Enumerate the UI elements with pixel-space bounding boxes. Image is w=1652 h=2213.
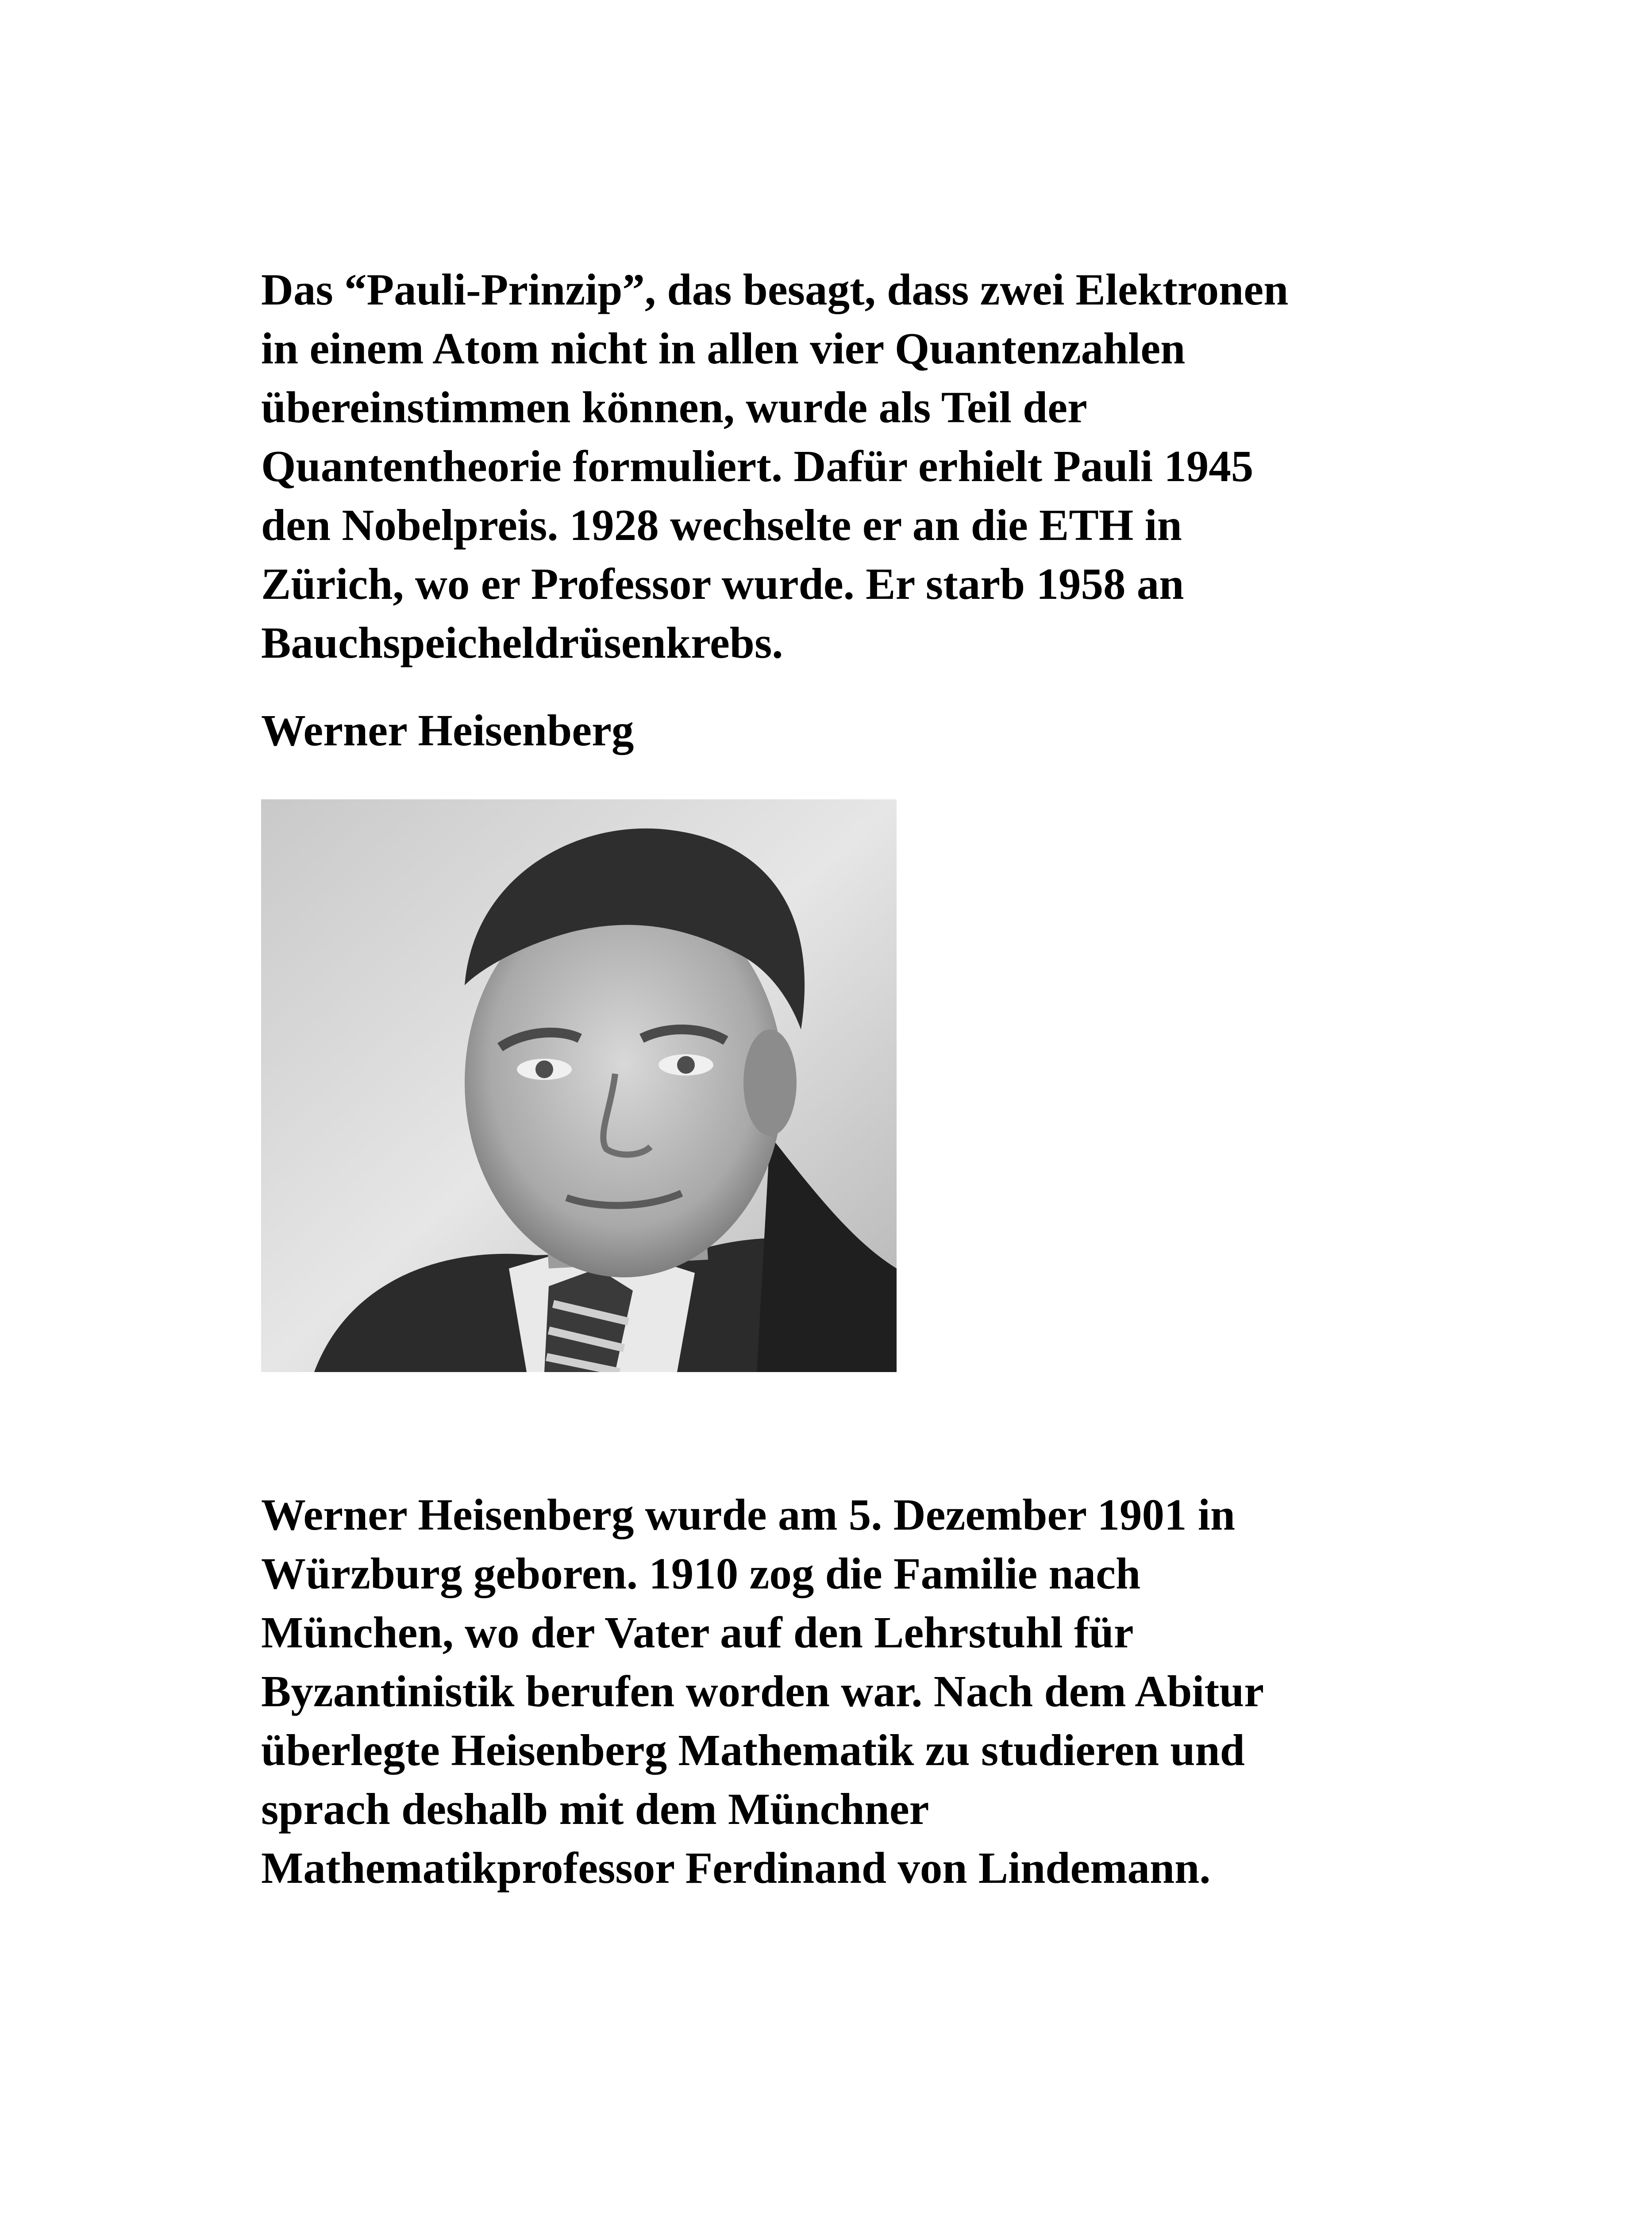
portrait-photo [261,799,897,1372]
text-line: Würzburg geboren. 1910 zog die Familie nach [261,1549,1141,1598]
heading-text: Werner Heisenberg [261,706,634,755]
text-line: übereinstimmen können, wurde als Teil der [261,382,1087,432]
text-line: Mathematikprofessor Ferdinand von Lindemann. [261,1843,1211,1893]
text-line: in einem Atom nicht in allen vier Quantenzahlen [261,324,1186,373]
text-line: München, wo der Vater auf den Lehrstuhl für [261,1608,1134,1657]
text-line: sprach deshalb mit dem Münchner [261,1784,929,1834]
section-heading [261,701,1456,760]
text-line: Zürich, wo er Professor wurde. Er starb 1958 an [261,559,1184,609]
paragraph-heisenberg-biography [261,1485,1456,1897]
text-line: Werner Heisenberg wurde am 5. Dezember 1901 in [261,1490,1236,1539]
text-line: Bauchspeicheldrüsenkrebs. [261,618,783,667]
text-line: den Nobelpreis. 1928 wechselte er an die ETH in [261,500,1182,550]
text-line: Quantentheorie formuliert. Dafür erhielt Pauli 1945 [261,441,1254,491]
text-line: Das “Pauli-Prinzip”, das besagt, dass zwei Elektronen [261,265,1289,314]
paragraph-pauli-principle [261,260,1456,672]
text-line: Byzantinistik berufen worden war. Nach dem Abitur [261,1666,1264,1716]
text-line: überlegte Heisenberg Mathematik zu studieren und [261,1725,1245,1775]
